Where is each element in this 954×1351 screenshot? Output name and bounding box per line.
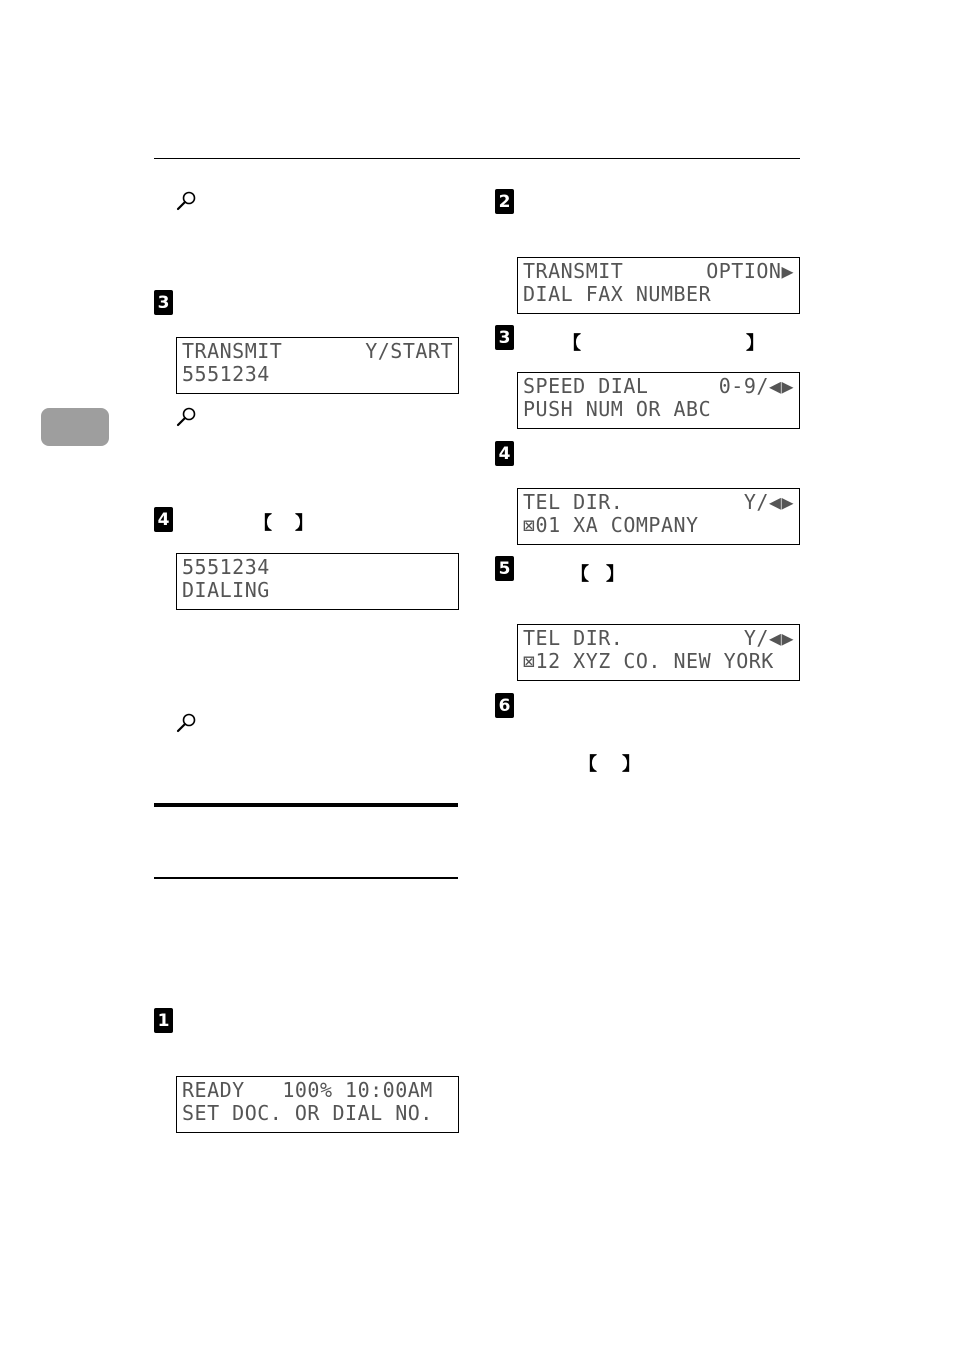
lcd-line-1-right: 0-9/◀▶ <box>718 374 794 398</box>
lcd-line-2: SET DOC. OR DIAL NO. <box>182 1101 433 1125</box>
lcd-display-tel-dir-selected <box>517 624 800 681</box>
section-rule-top <box>154 803 458 807</box>
lcd-line-1-right: Y/◀▶ <box>743 490 794 514</box>
lcd-line-1: 5551234 <box>182 555 270 579</box>
section-rule-bottom <box>154 877 458 879</box>
lcd-line-1: SPEED DIAL <box>523 374 649 398</box>
step-number-2: 2 <box>495 189 514 214</box>
lcd-line-1: TEL DIR. <box>523 490 624 514</box>
lcd-line-2: DIALING <box>182 578 270 602</box>
key-bracket-open: 【 <box>563 333 581 354</box>
lcd-line-1-right: Y/START <box>365 339 453 363</box>
key-bracket-close: 】 <box>606 564 624 585</box>
lcd-line-1: READY 100% 10:00AM <box>182 1078 433 1102</box>
step-number-5: 5 <box>495 556 514 581</box>
key-bracket-open: 【 <box>571 564 589 585</box>
lcd-display-dialing <box>176 553 459 610</box>
magnifier-icon <box>176 712 198 734</box>
lcd-line-2: ⊠12 XYZ CO. NEW YORK <box>523 649 774 673</box>
key-bracket-close: 】 <box>622 754 640 775</box>
lcd-line-2: PUSH NUM OR ABC <box>523 397 712 421</box>
lcd-display-transmit-option <box>517 257 800 314</box>
key-bracket-open: 【 <box>579 754 597 775</box>
key-bracket-close: 】 <box>295 513 313 534</box>
lcd-line-2: DIAL FAX NUMBER <box>523 282 712 306</box>
step-number-4: 4 <box>154 507 173 532</box>
lcd-line-1-right: Y/◀▶ <box>743 626 794 650</box>
lcd-line-1: TRANSMIT <box>182 339 283 363</box>
lcd-line-2: 5551234 <box>182 362 270 386</box>
key-bracket-close: 】 <box>746 333 764 354</box>
step-number-3: 3 <box>154 290 173 315</box>
chapter-tab <box>41 408 109 446</box>
header-rule <box>154 158 800 159</box>
step-number-6: 6 <box>495 693 514 718</box>
lcd-line-1: TEL DIR. <box>523 626 624 650</box>
key-bracket-open: 【 <box>254 513 272 534</box>
lcd-display-transmit <box>176 337 459 394</box>
lcd-display-ready <box>176 1076 459 1133</box>
magnifier-icon <box>176 190 198 212</box>
lcd-line-1-right: OPTION▶ <box>706 259 794 283</box>
lcd-line-2: ⊠01 XA COMPANY <box>523 513 699 537</box>
lcd-display-tel-dir-first <box>517 488 800 545</box>
step-number-4: 4 <box>495 441 514 466</box>
lcd-line-1: TRANSMIT <box>523 259 624 283</box>
magnifier-icon <box>176 406 198 428</box>
step-number-1: 1 <box>154 1008 173 1033</box>
lcd-display-speed-dial <box>517 372 800 429</box>
step-number-3: 3 <box>495 325 514 350</box>
